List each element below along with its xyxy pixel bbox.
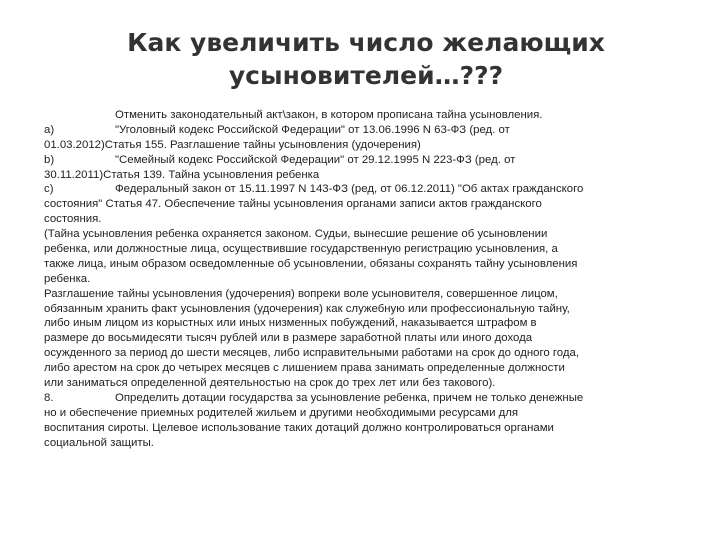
list-marker: 8. [44, 391, 54, 404]
title-line-1: Как увеличить число желающих [127, 28, 605, 57]
body-line: воспитания сироты. Целевое использование таких дотаций должно контролироваться органами [44, 421, 554, 434]
list-item-c [44, 182, 704, 197]
body-line: размере до восьмидесяти тысяч рублей или в размере заработной платы или иного дохода [44, 332, 533, 345]
body-line: или заниматься определенной деятельностью на срок до трех лет или без такового). [44, 377, 496, 390]
slide-title [96, 26, 636, 92]
body-line: Разглашение тайны усыновления (удочерения) вопреки воле усыновителя, совершенное лицом, [44, 287, 558, 300]
body-line-text: Федеральный закон от 15.11.1997 N 143-ФЗ (ред, от 06.12.2011) "Об актах гражданского [115, 183, 584, 196]
body-line: либо арестом на срок до четырех месяцев с лишением права занимать определенные должности [44, 362, 565, 375]
list-item-b [44, 153, 704, 168]
list-item-a [44, 123, 704, 138]
title-line-2: усыновителей…??? [228, 61, 504, 90]
slide-body [44, 108, 704, 450]
body-line: ребенка, или должностные лица, осуществившие государственную регистрацию усыновления, а [44, 243, 558, 256]
body-line-text: Определить дотации государства за усыновление ребенка, причем не только денежные [115, 391, 584, 404]
list-marker: b) [44, 153, 55, 166]
body-line: 30.11.2011)Статья 139. Тайна усыновления ребенка [44, 168, 320, 181]
list-item-8 [44, 391, 704, 406]
list-marker: a) [44, 123, 55, 136]
body-line: осужденного за период до шести месяцев, либо исправительными работами на срок до одного года, [44, 347, 580, 360]
body-line: состояния. [44, 213, 102, 226]
body-line [44, 108, 704, 123]
body-line: состояния" Статья 47. Обеспечение тайны усыновления органами записи актов гражданского [44, 198, 542, 211]
list-marker: c) [44, 183, 54, 196]
body-line: либо иным лицом из корыстных или иных низменных побуждений, наказывается штрафом в [44, 317, 537, 330]
body-line: но и обеспечение приемных родителей жильем и другими необходимыми ресурсами для [44, 406, 519, 419]
body-line: также лица, иным образом осведомленные об усыновлении, обязаны сохранять тайну усыновления [44, 257, 578, 270]
body-line: ребенка. [44, 272, 91, 285]
body-line-text: Отменить законодательный акт\закон, в котором прописана тайна усыновления. [115, 109, 543, 121]
body-line: (Тайна усыновления ребенка охраняется законом. Судьи, вынесшие решение об усыновлении [44, 228, 548, 241]
body-line-text: "Семейный кодекс Российской Федерации" от 29.12.1995 N 223-ФЗ (ред. от [115, 153, 516, 166]
body-line-text: "Уголовный кодекс Российской Федерации" от 13.06.1996 N 63-ФЗ (ред. от [115, 123, 510, 136]
body-line: обязанным хранить факт усыновления (удочерения) как служебную или профессиональную тайну, [44, 302, 570, 315]
body-line: 01.03.2012)Статья 155. Разглашение тайны усыновления (удочерения) [44, 138, 421, 151]
body-line: социальной защиты. [44, 436, 154, 449]
